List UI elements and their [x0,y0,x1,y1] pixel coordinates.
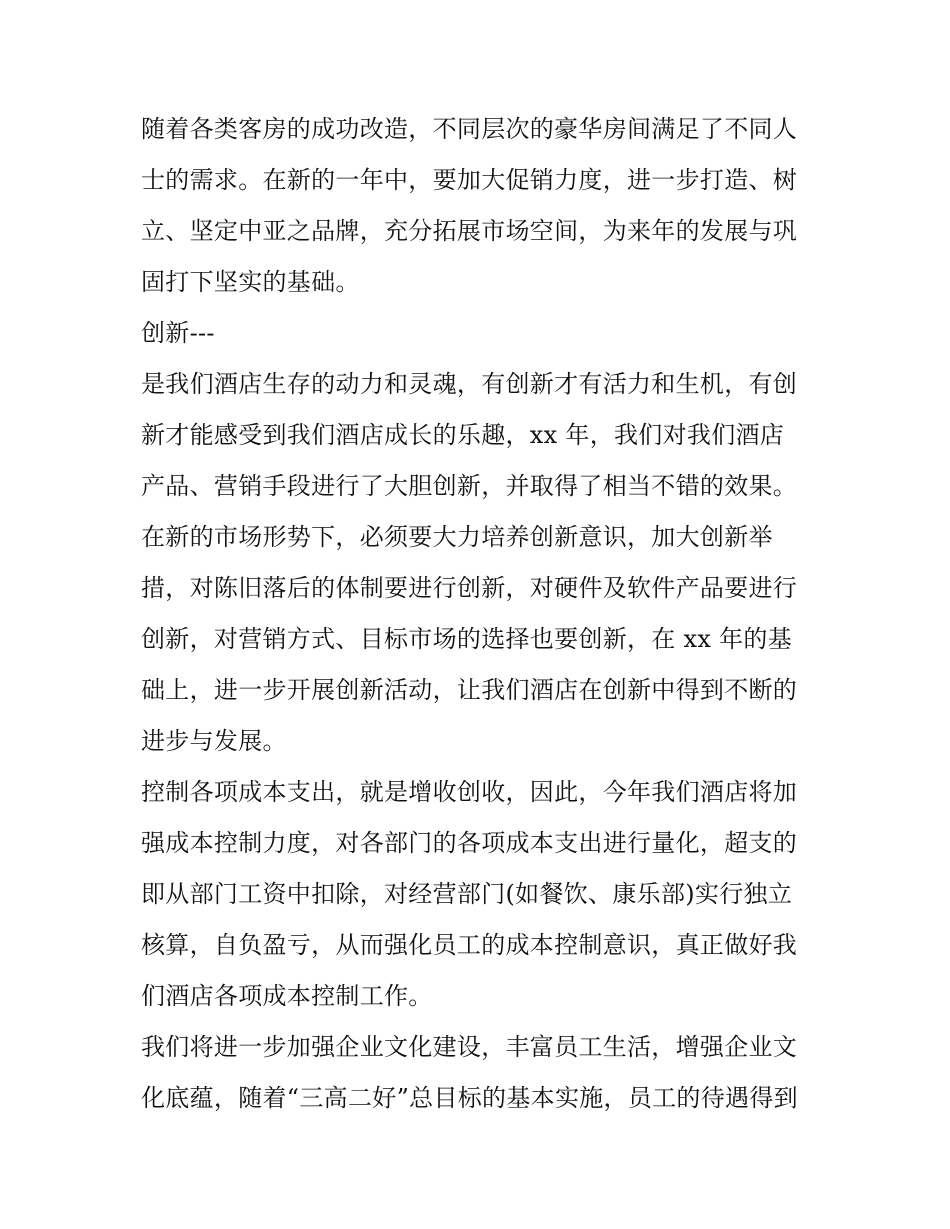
heading-line: 创新--- [141,319,215,347]
text-line: 创新，对营销方式、目标市场的选择也要创新，在 xx 年的基 [141,625,793,653]
text-line: 是我们酒店生存的动力和灵魂，有创新才有活力和生机，有创 [141,370,798,398]
text-line: 们酒店各项成本控制工作。 [141,982,433,1010]
text-line: 新才能感受到我们酒店成长的乐趣，xx 年，我们对我们酒店 [141,421,785,449]
text-line: 控制各项成本支出，就是增收创收，因此，今年我们酒店将加 [141,778,798,806]
text-line: 产品、营销手段进行了大胆创新，并取得了相当不错的效果。 [141,472,798,500]
paragraph-corporate-culture [141,1022,813,1124]
text-line: 我们将进一步加强企业文化建设，丰富员工生活，增强企业文 [141,1033,798,1061]
text-line: 核算，自负盈亏，从而强化员工的成本控制意识，真正做好我 [141,931,798,959]
paragraph-innovation [141,359,813,767]
paragraph-cost-control [141,767,813,1022]
document-body [141,104,813,1124]
text-line: 立、坚定中亚之品牌，充分拓展市场空间，为来年的发展与巩 [141,217,798,245]
section-heading-innovation [141,308,813,359]
text-line: 化底蕴，随着“三高二好”总目标的基本实施，员工的待遇得到 [141,1084,798,1112]
text-line: 随着各类客房的成功改造，不同层次的豪华房间满足了不同人 [141,115,798,143]
text-line: 固打下坚实的基础。 [141,268,360,296]
text-line: 础上，进一步开展创新活动，让我们酒店在创新中得到不断的 [141,676,798,704]
text-line: 措，对陈旧落后的体制要进行创新，对硬件及软件产品要进行 [141,574,798,602]
paragraph-renovation [141,104,813,308]
text-line: 即从部门工资中扣除，对经营部门(如餐饮、康乐部)实行独立 [141,880,793,908]
text-line: 进步与发展。 [141,727,287,755]
text-line: 在新的市场形势下，必须要大力培养创新意识，加大创新举 [141,523,773,551]
text-line: 士的需求。在新的一年中，要加大促销力度，进一步打造、树 [141,166,798,194]
text-line: 强成本控制力度，对各部门的各项成本支出进行量化，超支的 [141,829,798,857]
